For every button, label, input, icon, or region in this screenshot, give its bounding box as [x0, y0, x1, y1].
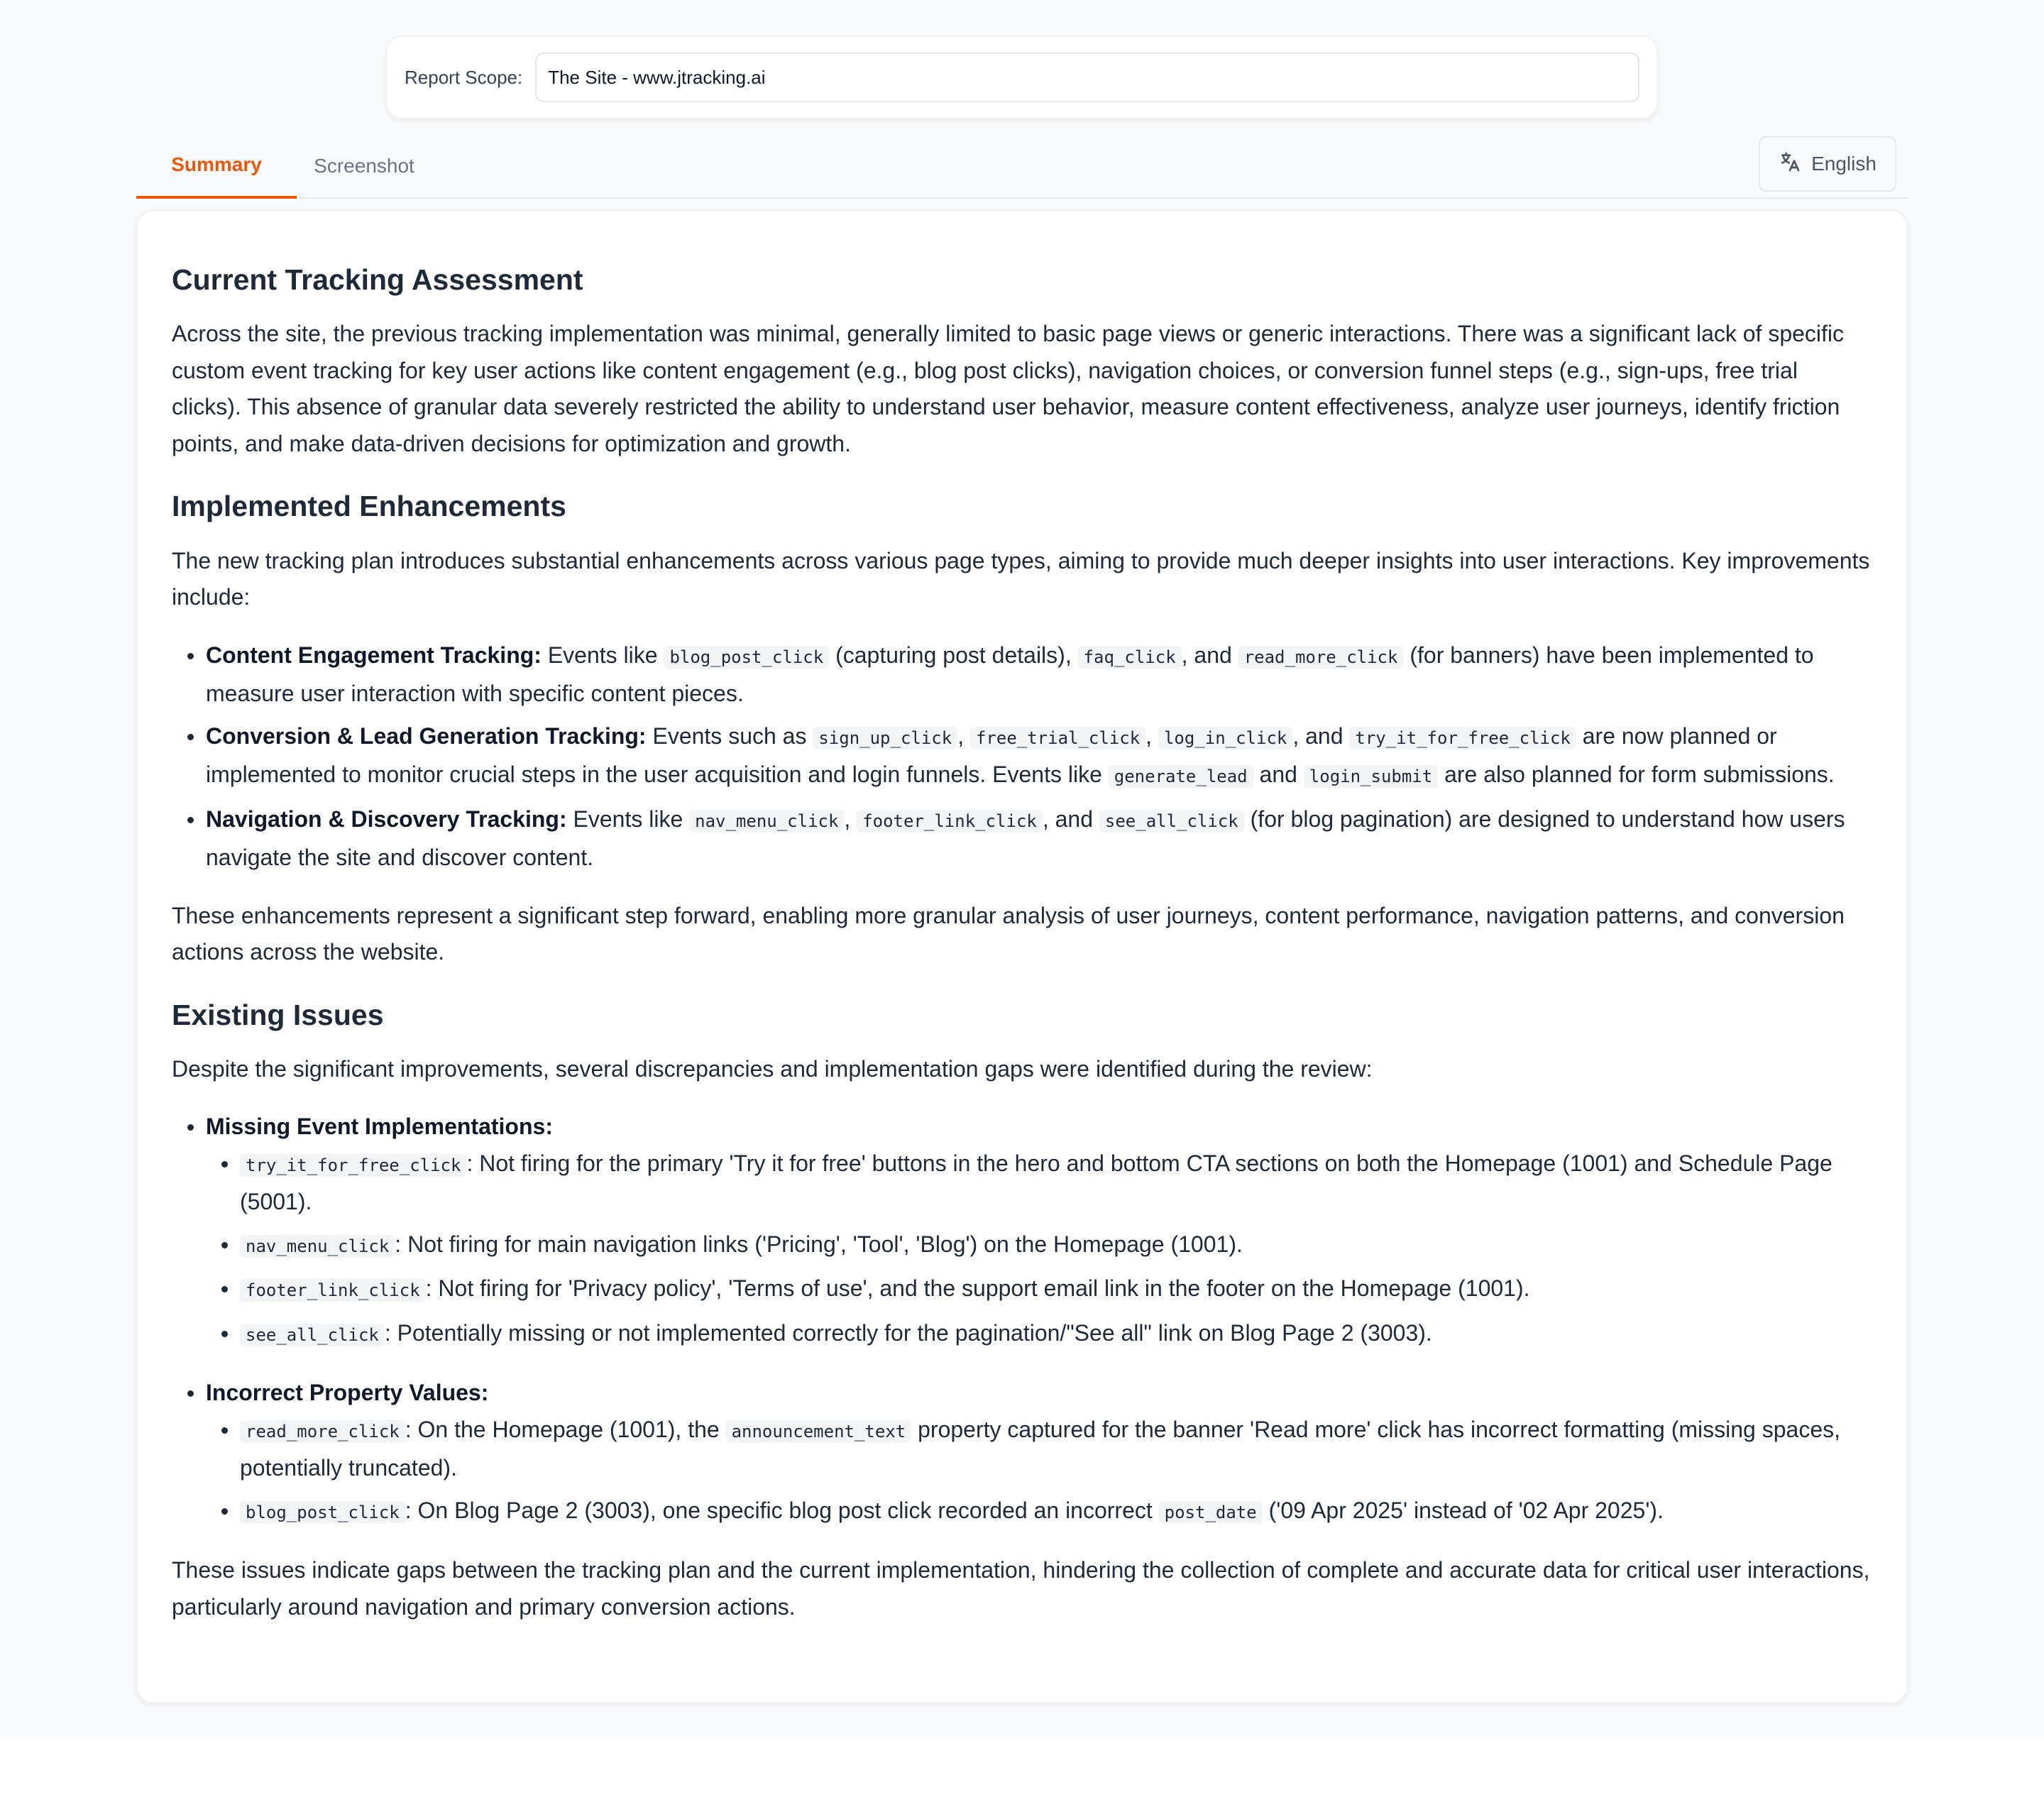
- item-text: ,: [1145, 723, 1158, 749]
- item-title: Incorrect Property Values:: [206, 1380, 489, 1406]
- item-text: Events such as: [646, 723, 813, 749]
- item-text: : Not firing for the primary 'Try it for free' buttons in the hero and bottom CTA sections on both the Homepage (1001) and Schedule Page (5001).: [240, 1150, 1833, 1215]
- item-text: Events like: [541, 642, 664, 668]
- section-heading-enhancements: Implemented Enhancements: [172, 490, 566, 523]
- event-code: read_more_click: [1238, 646, 1404, 669]
- enhancements-list: [172, 637, 1872, 877]
- item-text: : Not firing for 'Privacy policy', 'Terms of use', and the support email link in the footer on the Homepage (1001).: [425, 1275, 1530, 1302]
- language-button[interactable]: [1759, 136, 1896, 192]
- tab-screenshot[interactable]: Screenshot: [314, 155, 414, 177]
- event-code: sign_up_click: [813, 727, 957, 749]
- event-code: try_it_for_free_click: [1349, 727, 1576, 749]
- list-item: [206, 1493, 1872, 1532]
- event-code: see_all_click: [1099, 810, 1244, 833]
- list-item: [206, 1315, 1872, 1354]
- tab-summary[interactable]: Summary: [136, 133, 297, 199]
- item-title: Content Engagement Tracking:: [206, 642, 542, 668]
- event-code: footer_link_click: [240, 1279, 426, 1302]
- item-text: : Not firing for main navigation links ('Pricing', 'Tool', 'Blog') on the Homepage (1001).: [395, 1231, 1243, 1257]
- item-text: and: [1253, 762, 1304, 788]
- item-text: (for blog pagination) are designed to understand how users navigate the site and discover content.: [206, 806, 1845, 871]
- item-text: , and: [1042, 806, 1099, 832]
- event-code: nav_menu_click: [689, 810, 844, 833]
- item-title: Missing Event Implementations:: [206, 1114, 553, 1140]
- item-text: , and: [1292, 723, 1350, 749]
- report-scope-label: Report Scope:: [405, 66, 523, 88]
- item-text: : On the Homepage (1001), the: [405, 1416, 726, 1442]
- event-code: generate_lead: [1109, 765, 1253, 788]
- list-item: [206, 1226, 1872, 1265]
- enhancements-outro: These enhancements represent a significant step forward, enabling more granular analysis of user journeys, content performance, navigation patterns, and conversion actions across the website.: [172, 902, 1845, 965]
- item-title: Conversion & Lead Generation Tracking:: [206, 723, 647, 749]
- item-text: (for banners) have been implemented to measure user interaction with specific content pieces.: [206, 642, 1814, 707]
- incorrect-values-list: [206, 1412, 1872, 1532]
- list-item: [172, 1375, 1872, 1531]
- list-item: [172, 1109, 1872, 1353]
- language-label: English: [1811, 153, 1877, 175]
- event-code: read_more_click: [240, 1420, 405, 1443]
- summary-card: [136, 210, 1908, 1703]
- report-scope-bar: [386, 35, 1658, 119]
- item-text: (capturing post details),: [829, 642, 1078, 668]
- current-assessment-text: Across the site, the previous tracking implementation was minimal, generally limited to basic page views or generic interactions. There was a significant lack of specific custom event tracking for key user actions like content engagement (e.g., blog post clicks), navigation choices, or conversion funnel steps (e.g., sign-ups, free trial clicks). This absence of granular data severely restricted the ability to understand user behavior, measure content effectiveness, analyze user journeys, identify friction points, and make data-driven decisions for optimization and growth.: [172, 321, 1845, 456]
- issues-intro: Despite the significant improvements, several discrepancies and implementation gaps were identified during the review:: [172, 1055, 1373, 1082]
- list-item: [206, 1146, 1872, 1221]
- event-code: faq_click: [1078, 646, 1182, 669]
- item-text: Events like: [566, 806, 690, 832]
- item-text: ,: [957, 723, 970, 749]
- event-code: blog_post_click: [240, 1501, 405, 1524]
- item-text: ('09 Apr 2025' instead of '02 Apr 2025').: [1262, 1497, 1664, 1523]
- event-code: free_trial_click: [970, 727, 1145, 749]
- event-code: login_submit: [1304, 765, 1438, 788]
- issues-outro: These issues indicate gaps between the tracking plan and the current implementation, hindering the collection of complete and accurate data for critical user interactions, particularly around navigation and primary conversion actions.: [172, 1557, 1870, 1620]
- tab-bar: [136, 133, 1908, 199]
- item-text: property captured for the banner 'Read more' click has incorrect formatting (missing spaces, potentially truncated).: [240, 1416, 1841, 1481]
- event-code: announcement_text: [726, 1420, 912, 1443]
- event-code: log_in_click: [1158, 727, 1292, 749]
- item-text: : Potentially missing or not implemented correctly for the pagination/"See all" link on Blog Page 2 (3003).: [384, 1319, 1432, 1346]
- list-item: [206, 1270, 1872, 1309]
- item-title: Navigation & Discovery Tracking:: [206, 806, 567, 832]
- enhancements-intro: The new tracking plan introduces substantial enhancements across various page types, aiming to provide much deeper insights into user interactions. Key improvements include:: [172, 547, 1870, 610]
- item-text: are also planned for form submissions.: [1438, 762, 1835, 788]
- report-scope-input[interactable]: The Site - www.jtracking.ai: [535, 53, 1639, 102]
- issues-list: [172, 1109, 1872, 1531]
- list-item: [172, 801, 1872, 877]
- event-code: footer_link_click: [857, 810, 1043, 833]
- event-code: post_date: [1159, 1501, 1263, 1524]
- event-code: see_all_click: [240, 1324, 385, 1346]
- missing-events-list: [206, 1146, 1872, 1354]
- translate-icon: [1779, 150, 1801, 178]
- item-text: , and: [1181, 642, 1238, 668]
- item-text: are now planned or implemented to monitor crucial steps in the user acquisition and login funnels. Events like: [206, 723, 1777, 788]
- list-item: [206, 1412, 1872, 1487]
- item-text: ,: [844, 806, 857, 832]
- list-item: [172, 637, 1872, 713]
- event-code: blog_post_click: [664, 646, 829, 669]
- event-code: nav_menu_click: [240, 1235, 395, 1258]
- event-code: try_it_for_free_click: [240, 1154, 466, 1177]
- section-heading-issues: Existing Issues: [172, 998, 384, 1031]
- list-item: [172, 718, 1872, 796]
- item-text: : On Blog Page 2 (3003), one specific blog post click recorded an incorrect: [405, 1497, 1159, 1523]
- section-heading-current: Current Tracking Assessment: [172, 263, 583, 296]
